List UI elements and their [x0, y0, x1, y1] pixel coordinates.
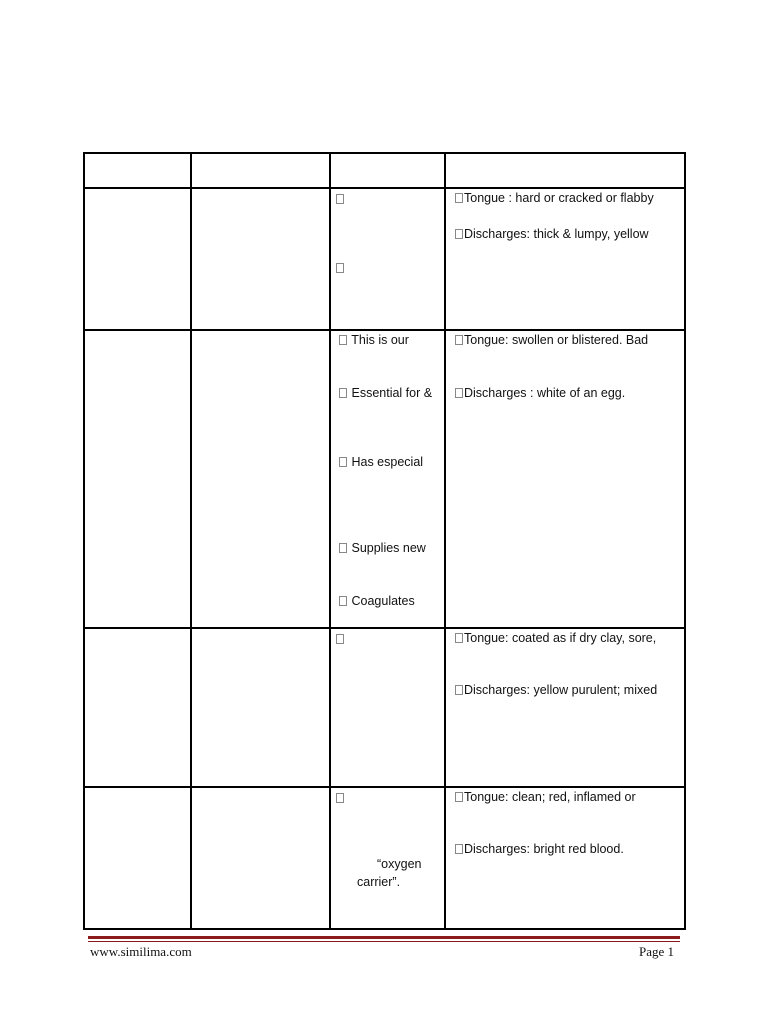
bullet-box-icon	[339, 543, 347, 553]
bullet-box-icon	[336, 793, 344, 803]
bullet-box-icon	[455, 685, 463, 695]
bullet-box-icon	[339, 335, 347, 345]
table-cell-text: Has especial	[339, 455, 423, 470]
footer-rule	[88, 936, 680, 939]
bullet-box-icon	[455, 844, 463, 854]
bullet-box-icon	[455, 633, 463, 643]
table-cell-text: Discharges : white of an egg.	[455, 386, 625, 401]
table-cell-text: carrier”.	[357, 875, 401, 889]
bullet-box-icon	[336, 194, 344, 204]
table-border-right	[684, 152, 686, 930]
bullet-box-icon	[455, 229, 463, 239]
table-col-divider	[444, 152, 446, 930]
bullet-box-icon	[336, 634, 344, 644]
bullet-box-icon	[455, 193, 463, 203]
table-row-divider	[83, 786, 686, 788]
table-col-divider	[190, 152, 192, 930]
table-cell-text: This is our	[339, 333, 409, 348]
table-row-divider	[83, 627, 686, 629]
table-cell-text: Tongue: swollen or blistered. Bad	[455, 333, 648, 348]
table-border-bottom	[83, 928, 686, 930]
bullet-box-icon	[336, 263, 344, 273]
table-cell-text: Discharges: yellow purulent; mixed	[455, 683, 657, 698]
table-cell-text: Tongue: coated as if dry clay, sore,	[455, 631, 656, 646]
bullet-box-icon	[339, 388, 347, 398]
table-cell-bullet	[336, 192, 345, 207]
bullet-box-icon	[455, 792, 463, 802]
table-border-left	[83, 152, 85, 930]
footer-page-number: Page 1	[639, 944, 675, 959]
table-cell-text: Coagulates	[339, 594, 415, 609]
bullet-box-icon	[455, 335, 463, 345]
table-cell-text: Discharges: bright red blood.	[455, 842, 624, 857]
table-col-divider	[329, 152, 331, 930]
table-cell-bullet	[336, 791, 345, 806]
table-cell-text: Supplies new	[339, 541, 426, 556]
table-cell-text: “oxygen	[377, 857, 422, 871]
table-cell-bullet	[336, 632, 345, 647]
table-border-top	[83, 152, 686, 154]
bullet-box-icon	[339, 596, 347, 606]
bullet-box-icon	[455, 388, 463, 398]
table-cell-text: Discharges: thick & lumpy, yellow	[455, 227, 649, 242]
bullet-box-icon	[339, 457, 347, 467]
table-cell-text: Tongue : hard or cracked or flabby	[455, 191, 654, 206]
table-cell-text: Essential for &	[339, 386, 432, 401]
footer-website: www.similima.com	[90, 944, 192, 959]
table-row-divider	[83, 329, 686, 331]
table-cell-text: Tongue: clean; red, inflamed or	[455, 790, 636, 805]
footer-rule-thin	[88, 941, 680, 942]
table-row-divider	[83, 187, 686, 189]
table-cell-bullet	[336, 261, 345, 276]
